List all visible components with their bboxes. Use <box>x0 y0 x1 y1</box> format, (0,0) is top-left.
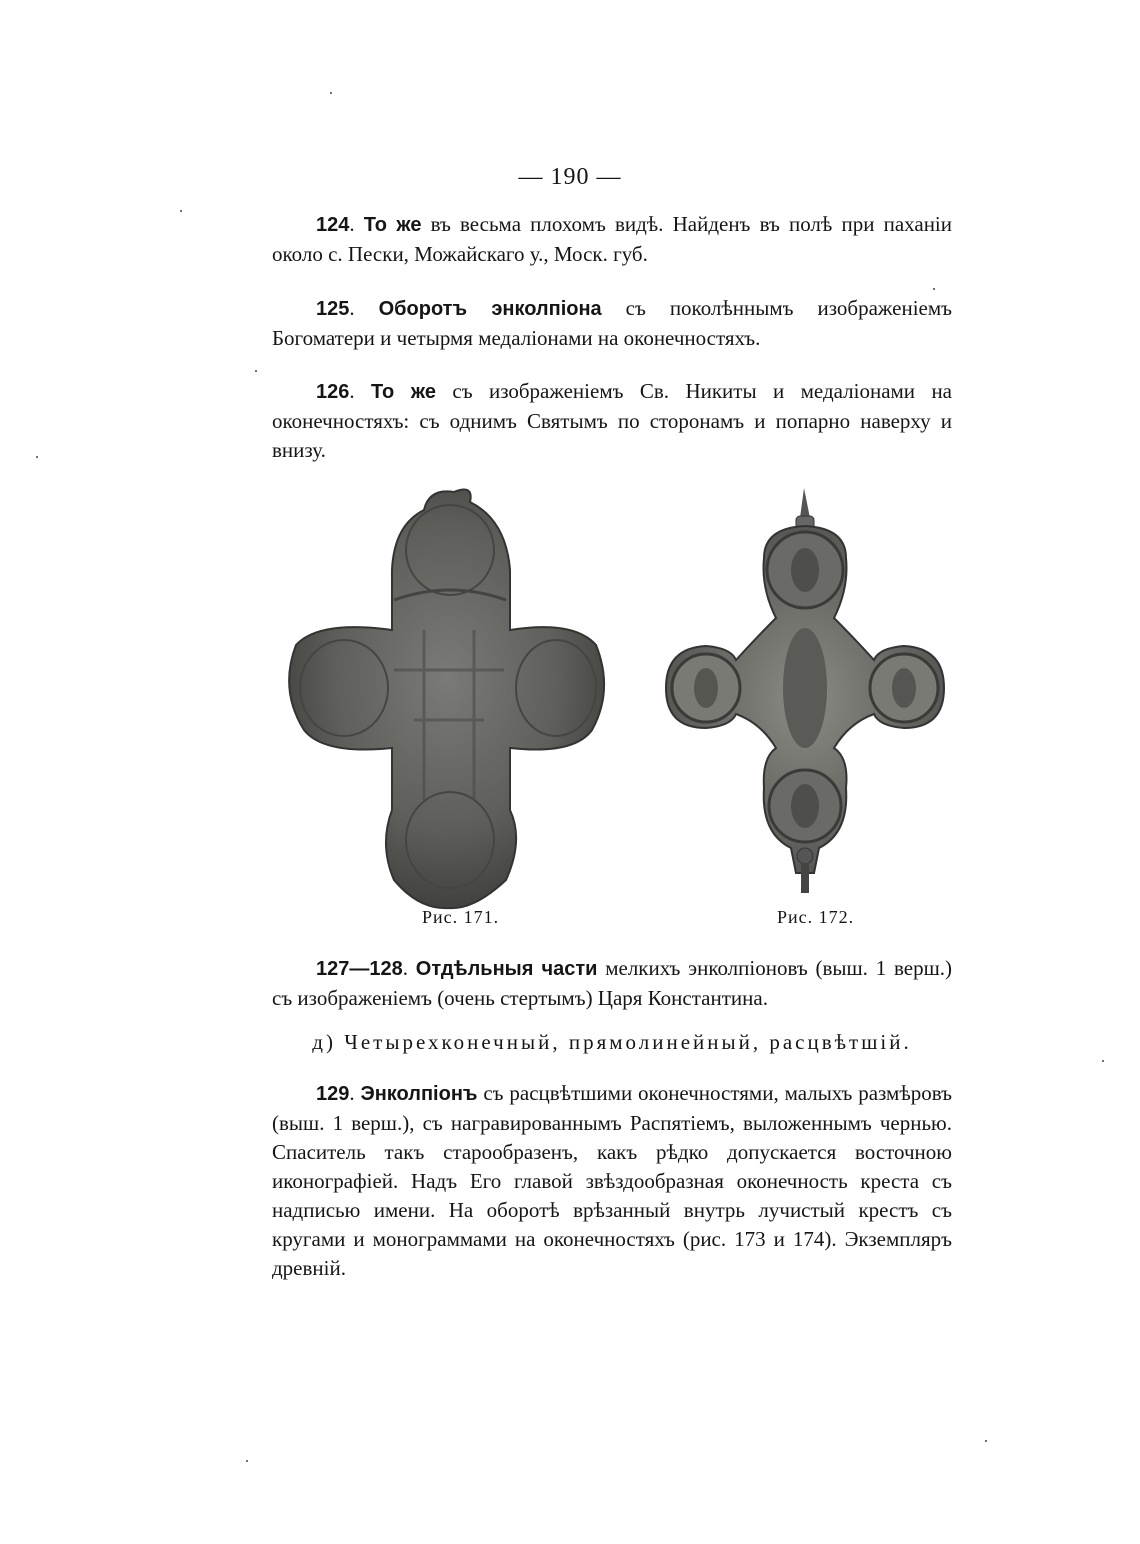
figure-172-caption: Рис. 172. <box>777 907 855 927</box>
figure-171-caption: Рис. 171. <box>422 907 500 927</box>
entry-text: съ поколѣннымъ изображеніемъ Богоматери и четырмя медаліонами на оконечностяхъ. <box>272 296 953 350</box>
entry-127-128: 127—128. Отдѣльныя части мелкихъ энколпіоновъ (выш. 1 верш.) съ изображеніемъ (очень стертымъ) Царя Константина. <box>272 956 952 1010</box>
entry-number: 127—128 <box>316 958 403 980</box>
figure-171-cross-image <box>274 480 624 910</box>
entry-text: съ расцвѣтшими оконечностями, малыхъ размѣровъ (выш. 1 верш.), съ награвированнымъ Распятіемъ, выложеннымъ чернью. Спаситель такъ старообразенъ, какъ рѣдко допускается восточною иконографіей. Надъ Его главой звѣздообразная оконечность креста съ надписью имени. На оборотѣ врѣзанный внутрь лучистый крестъ съ кругами и монограммами на оконечностяхъ (рис. 173 и 174). Экземпляръ древній. <box>272 1081 952 1280</box>
scan-speck <box>985 1440 987 1442</box>
scan-speck <box>255 370 257 372</box>
page-number: — 190 — <box>518 164 622 190</box>
scan-speck <box>330 92 332 94</box>
entry-number: 125 <box>316 298 350 320</box>
entry-text: мелкихъ энколпіоновъ (выш. 1 верш.) съ изображеніемъ (очень стертымъ) Царя Константина. <box>272 956 952 1010</box>
entry-124: 124. То же въ весьма плохомъ видѣ. Найденъ въ полѣ при паханіи около с. Пески, Можайскаго у., Моск. губ. <box>272 212 953 266</box>
entry-term: Оборотъ энколпіона <box>378 298 602 320</box>
scan-speck <box>180 210 182 212</box>
entry-term: То же <box>363 214 422 236</box>
scan-speck <box>1102 1060 1104 1062</box>
entry-term: Энколпіонъ <box>360 1083 478 1105</box>
entry-125: 125. Оборотъ энколпіона съ поколѣннымъ изображеніемъ Богоматери и четырмя медаліонами на оконечностяхъ. <box>272 296 953 350</box>
entry-text: съ изображеніемъ Св. Никиты и медаліонами на оконечностяхъ: съ однимъ Святымъ по сторонамъ и попарно наверху и внизу. <box>272 379 953 462</box>
section-subheading: д) Четырехконечный, прямолинейный, расцвѣтшій. <box>312 1030 912 1054</box>
figure-172-cross-image <box>664 488 954 903</box>
entry-126: 126. То же съ изображеніемъ Св. Никиты и медаліонами на оконечностяхъ: съ однимъ Святымъ по сторонамъ и попарно наверху и внизу. <box>272 379 953 462</box>
entry-number: 126 <box>316 381 350 403</box>
entry-term: Отдѣльныя части <box>415 958 598 980</box>
scan-speck <box>933 288 935 290</box>
scan-speck <box>36 456 38 458</box>
entry-number: 129 <box>316 1083 350 1105</box>
entry-text: въ весьма плохомъ видѣ. Найденъ въ полѣ при паханіи около с. Пески, Можайскаго у., Моск. губ. <box>272 212 953 266</box>
scan-speck <box>246 1460 248 1462</box>
entry-term: То же <box>371 381 436 403</box>
entry-129: 129. Энколпіонъ съ расцвѣтшими оконечностями, малыхъ размѣровъ (выш. 1 верш.), съ награвированнымъ Распятіемъ, выложеннымъ чернью. Спаситель такъ старообразенъ, какъ рѣдко допускается восточною иконографіей. Надъ Его главой звѣздообразная оконечность креста съ надписью имени. На оборотѣ врѣзанный внутрь лучистый крестъ съ кругами и монограммами на оконечностяхъ (рис. 173 и 174). Экземпляръ древній. <box>272 1081 952 1280</box>
entry-number: 124 <box>316 214 350 236</box>
